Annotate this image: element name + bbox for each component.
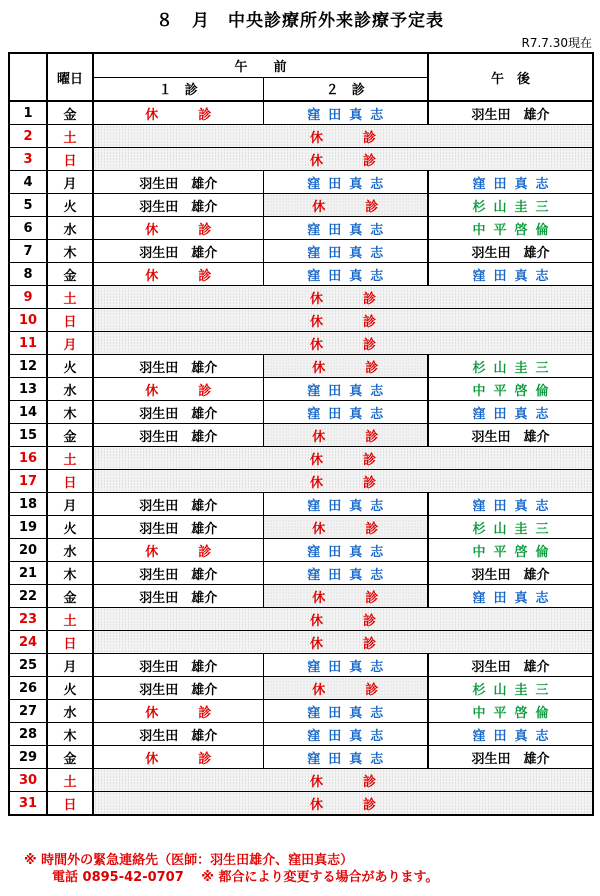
morning-first-cell: 羽生田 雄介 xyxy=(93,723,263,746)
morning-second-cell: 休診 xyxy=(263,585,428,608)
morning-first-cell: 休診 xyxy=(93,217,263,240)
day-number: 12 xyxy=(9,355,47,378)
weekday: 木 xyxy=(47,240,93,263)
weekday: 水 xyxy=(47,539,93,562)
morning-first-cell: 休診 xyxy=(93,101,263,125)
weekday: 水 xyxy=(47,700,93,723)
closed-day-cell: 休診 xyxy=(93,309,593,332)
afternoon-cell: 杉山圭三 xyxy=(428,355,593,378)
schedule-body xyxy=(9,101,593,815)
schedule-row xyxy=(9,562,593,585)
weekday: 水 xyxy=(47,217,93,240)
header-first-clinic: １ 診 xyxy=(93,77,263,101)
schedule-row xyxy=(9,516,593,539)
closed-day-cell: 休診 xyxy=(93,470,593,493)
weekday: 土 xyxy=(47,286,93,309)
morning-second-cell: 窪田真志 xyxy=(263,263,428,286)
afternoon-cell: 羽生田 雄介 xyxy=(428,746,593,769)
morning-first-cell: 休診 xyxy=(93,746,263,769)
morning-first-cell: 羽生田 雄介 xyxy=(93,493,263,516)
header-weekday: 曜日 xyxy=(47,53,93,101)
schedule-row xyxy=(9,447,593,470)
morning-first-cell: 羽生田 雄介 xyxy=(93,240,263,263)
schedule-row xyxy=(9,631,593,654)
weekday: 土 xyxy=(47,608,93,631)
day-number: 22 xyxy=(9,585,47,608)
day-number: 31 xyxy=(9,792,47,816)
morning-second-cell: 窪田真志 xyxy=(263,562,428,585)
closed-day-cell: 休診 xyxy=(93,769,593,792)
afternoon-cell: 杉山圭三 xyxy=(428,516,593,539)
weekday: 月 xyxy=(47,171,93,194)
day-number: 30 xyxy=(9,769,47,792)
afternoon-cell: 窪田真志 xyxy=(428,263,593,286)
schedule-row xyxy=(9,194,593,217)
morning-first-cell: 羽生田 雄介 xyxy=(93,516,263,539)
closed-day-cell: 休診 xyxy=(93,447,593,470)
schedule-row xyxy=(9,286,593,309)
afternoon-cell: 羽生田 雄介 xyxy=(428,562,593,585)
day-number: 20 xyxy=(9,539,47,562)
schedule-row xyxy=(9,101,593,125)
weekday: 火 xyxy=(47,677,93,700)
schedule-row xyxy=(9,332,593,355)
closed-day-cell: 休診 xyxy=(93,332,593,355)
afternoon-cell: 中平啓倫 xyxy=(428,217,593,240)
schedule-row xyxy=(9,654,593,677)
weekday: 日 xyxy=(47,631,93,654)
afternoon-cell: 窪田真志 xyxy=(428,585,593,608)
day-number: 15 xyxy=(9,424,47,447)
weekday: 金 xyxy=(47,746,93,769)
morning-second-cell: 窪田真志 xyxy=(263,378,428,401)
header-morning: 午 前 xyxy=(93,53,428,77)
morning-second-cell: 窪田真志 xyxy=(263,240,428,263)
schedule-row xyxy=(9,240,593,263)
footer-note xyxy=(24,852,438,886)
afternoon-cell: 羽生田 雄介 xyxy=(428,654,593,677)
schedule-row xyxy=(9,493,593,516)
day-number: 21 xyxy=(9,562,47,585)
afternoon-cell: 中平啓倫 xyxy=(428,539,593,562)
day-number: 8 xyxy=(9,263,47,286)
weekday: 木 xyxy=(47,401,93,424)
afternoon-cell: 中平啓倫 xyxy=(428,700,593,723)
afternoon-cell: 窪田真志 xyxy=(428,171,593,194)
afternoon-cell: 羽生田 雄介 xyxy=(428,101,593,125)
morning-first-cell: 羽生田 雄介 xyxy=(93,677,263,700)
afternoon-cell: 窪田真志 xyxy=(428,401,593,424)
header-afternoon: 午 後 xyxy=(428,53,593,101)
morning-first-cell: 羽生田 雄介 xyxy=(93,171,263,194)
afternoon-cell: 杉山圭三 xyxy=(428,194,593,217)
weekday: 土 xyxy=(47,125,93,148)
weekday: 火 xyxy=(47,516,93,539)
as-of-date: R7.7.30現在 xyxy=(521,36,592,50)
schedule-row xyxy=(9,378,593,401)
day-number: 11 xyxy=(9,332,47,355)
schedule-row xyxy=(9,263,593,286)
schedule-table xyxy=(8,52,594,816)
closed-day-cell: 休診 xyxy=(93,792,593,816)
phone-and-notice: 電話 0895-42-0707 ※ 都合により変更する場合があります。 xyxy=(52,870,439,885)
morning-second-cell: 窪田真志 xyxy=(263,654,428,677)
morning-second-cell: 窪田真志 xyxy=(263,539,428,562)
day-number: 7 xyxy=(9,240,47,263)
afternoon-cell: 羽生田 雄介 xyxy=(428,424,593,447)
schedule-row xyxy=(9,424,593,447)
morning-first-cell: 羽生田 雄介 xyxy=(93,355,263,378)
closed-day-cell: 休診 xyxy=(93,148,593,171)
morning-first-cell: 羽生田 雄介 xyxy=(93,401,263,424)
weekday: 金 xyxy=(47,424,93,447)
schedule-row xyxy=(9,746,593,769)
schedule-row xyxy=(9,470,593,493)
weekday: 月 xyxy=(47,332,93,355)
weekday: 土 xyxy=(47,447,93,470)
morning-second-cell: 休診 xyxy=(263,424,428,447)
schedule-row xyxy=(9,608,593,631)
day-number: 6 xyxy=(9,217,47,240)
day-number: 1 xyxy=(9,101,47,125)
day-number: 18 xyxy=(9,493,47,516)
morning-first-cell: 休診 xyxy=(93,539,263,562)
weekday: 日 xyxy=(47,309,93,332)
morning-second-cell: 窪田真志 xyxy=(263,101,428,125)
day-number: 25 xyxy=(9,654,47,677)
schedule-row xyxy=(9,769,593,792)
weekday: 金 xyxy=(47,585,93,608)
morning-first-cell: 休診 xyxy=(93,700,263,723)
weekday: 金 xyxy=(47,101,93,125)
page-title: ８ 月 中央診療所外来診療予定表 xyxy=(156,11,444,31)
morning-second-cell: 休診 xyxy=(263,677,428,700)
morning-first-cell: 羽生田 雄介 xyxy=(93,194,263,217)
day-number: 29 xyxy=(9,746,47,769)
header-second-clinic: ２ 診 xyxy=(263,77,428,101)
schedule-header xyxy=(9,53,593,101)
closed-day-cell: 休診 xyxy=(93,608,593,631)
afternoon-cell: 中平啓倫 xyxy=(428,378,593,401)
schedule-row xyxy=(9,171,593,194)
day-number: 13 xyxy=(9,378,47,401)
closed-day-cell: 休診 xyxy=(93,631,593,654)
day-number: 5 xyxy=(9,194,47,217)
weekday: 金 xyxy=(47,263,93,286)
day-number: 2 xyxy=(9,125,47,148)
day-number: 23 xyxy=(9,608,47,631)
afternoon-cell: 窪田真志 xyxy=(428,723,593,746)
weekday: 土 xyxy=(47,769,93,792)
weekday: 木 xyxy=(47,562,93,585)
morning-second-cell: 休診 xyxy=(263,516,428,539)
morning-second-cell: 休診 xyxy=(263,355,428,378)
day-number: 4 xyxy=(9,171,47,194)
weekday: 日 xyxy=(47,470,93,493)
morning-first-cell: 羽生田 雄介 xyxy=(93,654,263,677)
morning-second-cell: 窪田真志 xyxy=(263,217,428,240)
header-day xyxy=(9,53,47,101)
morning-second-cell: 窪田真志 xyxy=(263,700,428,723)
morning-second-cell: 窪田真志 xyxy=(263,493,428,516)
weekday: 火 xyxy=(47,194,93,217)
day-number: 9 xyxy=(9,286,47,309)
weekday: 日 xyxy=(47,148,93,171)
schedule-row xyxy=(9,700,593,723)
afternoon-cell: 杉山圭三 xyxy=(428,677,593,700)
day-number: 16 xyxy=(9,447,47,470)
weekday: 日 xyxy=(47,792,93,816)
afternoon-cell: 羽生田 雄介 xyxy=(428,240,593,263)
morning-second-cell: 窪田真志 xyxy=(263,401,428,424)
day-number: 27 xyxy=(9,700,47,723)
morning-first-cell: 羽生田 雄介 xyxy=(93,585,263,608)
morning-first-cell: 休診 xyxy=(93,378,263,401)
schedule-row xyxy=(9,401,593,424)
morning-first-cell: 休診 xyxy=(93,263,263,286)
schedule-row xyxy=(9,148,593,171)
morning-second-cell: 休診 xyxy=(263,194,428,217)
weekday: 水 xyxy=(47,378,93,401)
closed-day-cell: 休診 xyxy=(93,125,593,148)
day-number: 14 xyxy=(9,401,47,424)
weekday: 火 xyxy=(47,355,93,378)
morning-second-cell: 窪田真志 xyxy=(263,746,428,769)
schedule-row xyxy=(9,217,593,240)
schedule-row xyxy=(9,355,593,378)
day-number: 3 xyxy=(9,148,47,171)
schedule-row xyxy=(9,792,593,816)
morning-second-cell: 窪田真志 xyxy=(263,171,428,194)
weekday: 月 xyxy=(47,493,93,516)
schedule-row xyxy=(9,723,593,746)
schedule-row xyxy=(9,125,593,148)
day-number: 28 xyxy=(9,723,47,746)
schedule-row xyxy=(9,309,593,332)
afternoon-cell: 窪田真志 xyxy=(428,493,593,516)
schedule-row xyxy=(9,677,593,700)
weekday: 月 xyxy=(47,654,93,677)
closed-day-cell: 休診 xyxy=(93,286,593,309)
day-number: 26 xyxy=(9,677,47,700)
morning-first-cell: 羽生田 雄介 xyxy=(93,562,263,585)
schedule-row xyxy=(9,539,593,562)
weekday: 木 xyxy=(47,723,93,746)
schedule-row xyxy=(9,585,593,608)
morning-first-cell: 羽生田 雄介 xyxy=(93,424,263,447)
day-number: 24 xyxy=(9,631,47,654)
emergency-contact: ※ 時間外の緊急連絡先（医師：羽生田雄介、窪田真志） xyxy=(24,853,354,868)
day-number: 10 xyxy=(9,309,47,332)
day-number: 19 xyxy=(9,516,47,539)
morning-second-cell: 窪田真志 xyxy=(263,723,428,746)
day-number: 17 xyxy=(9,470,47,493)
